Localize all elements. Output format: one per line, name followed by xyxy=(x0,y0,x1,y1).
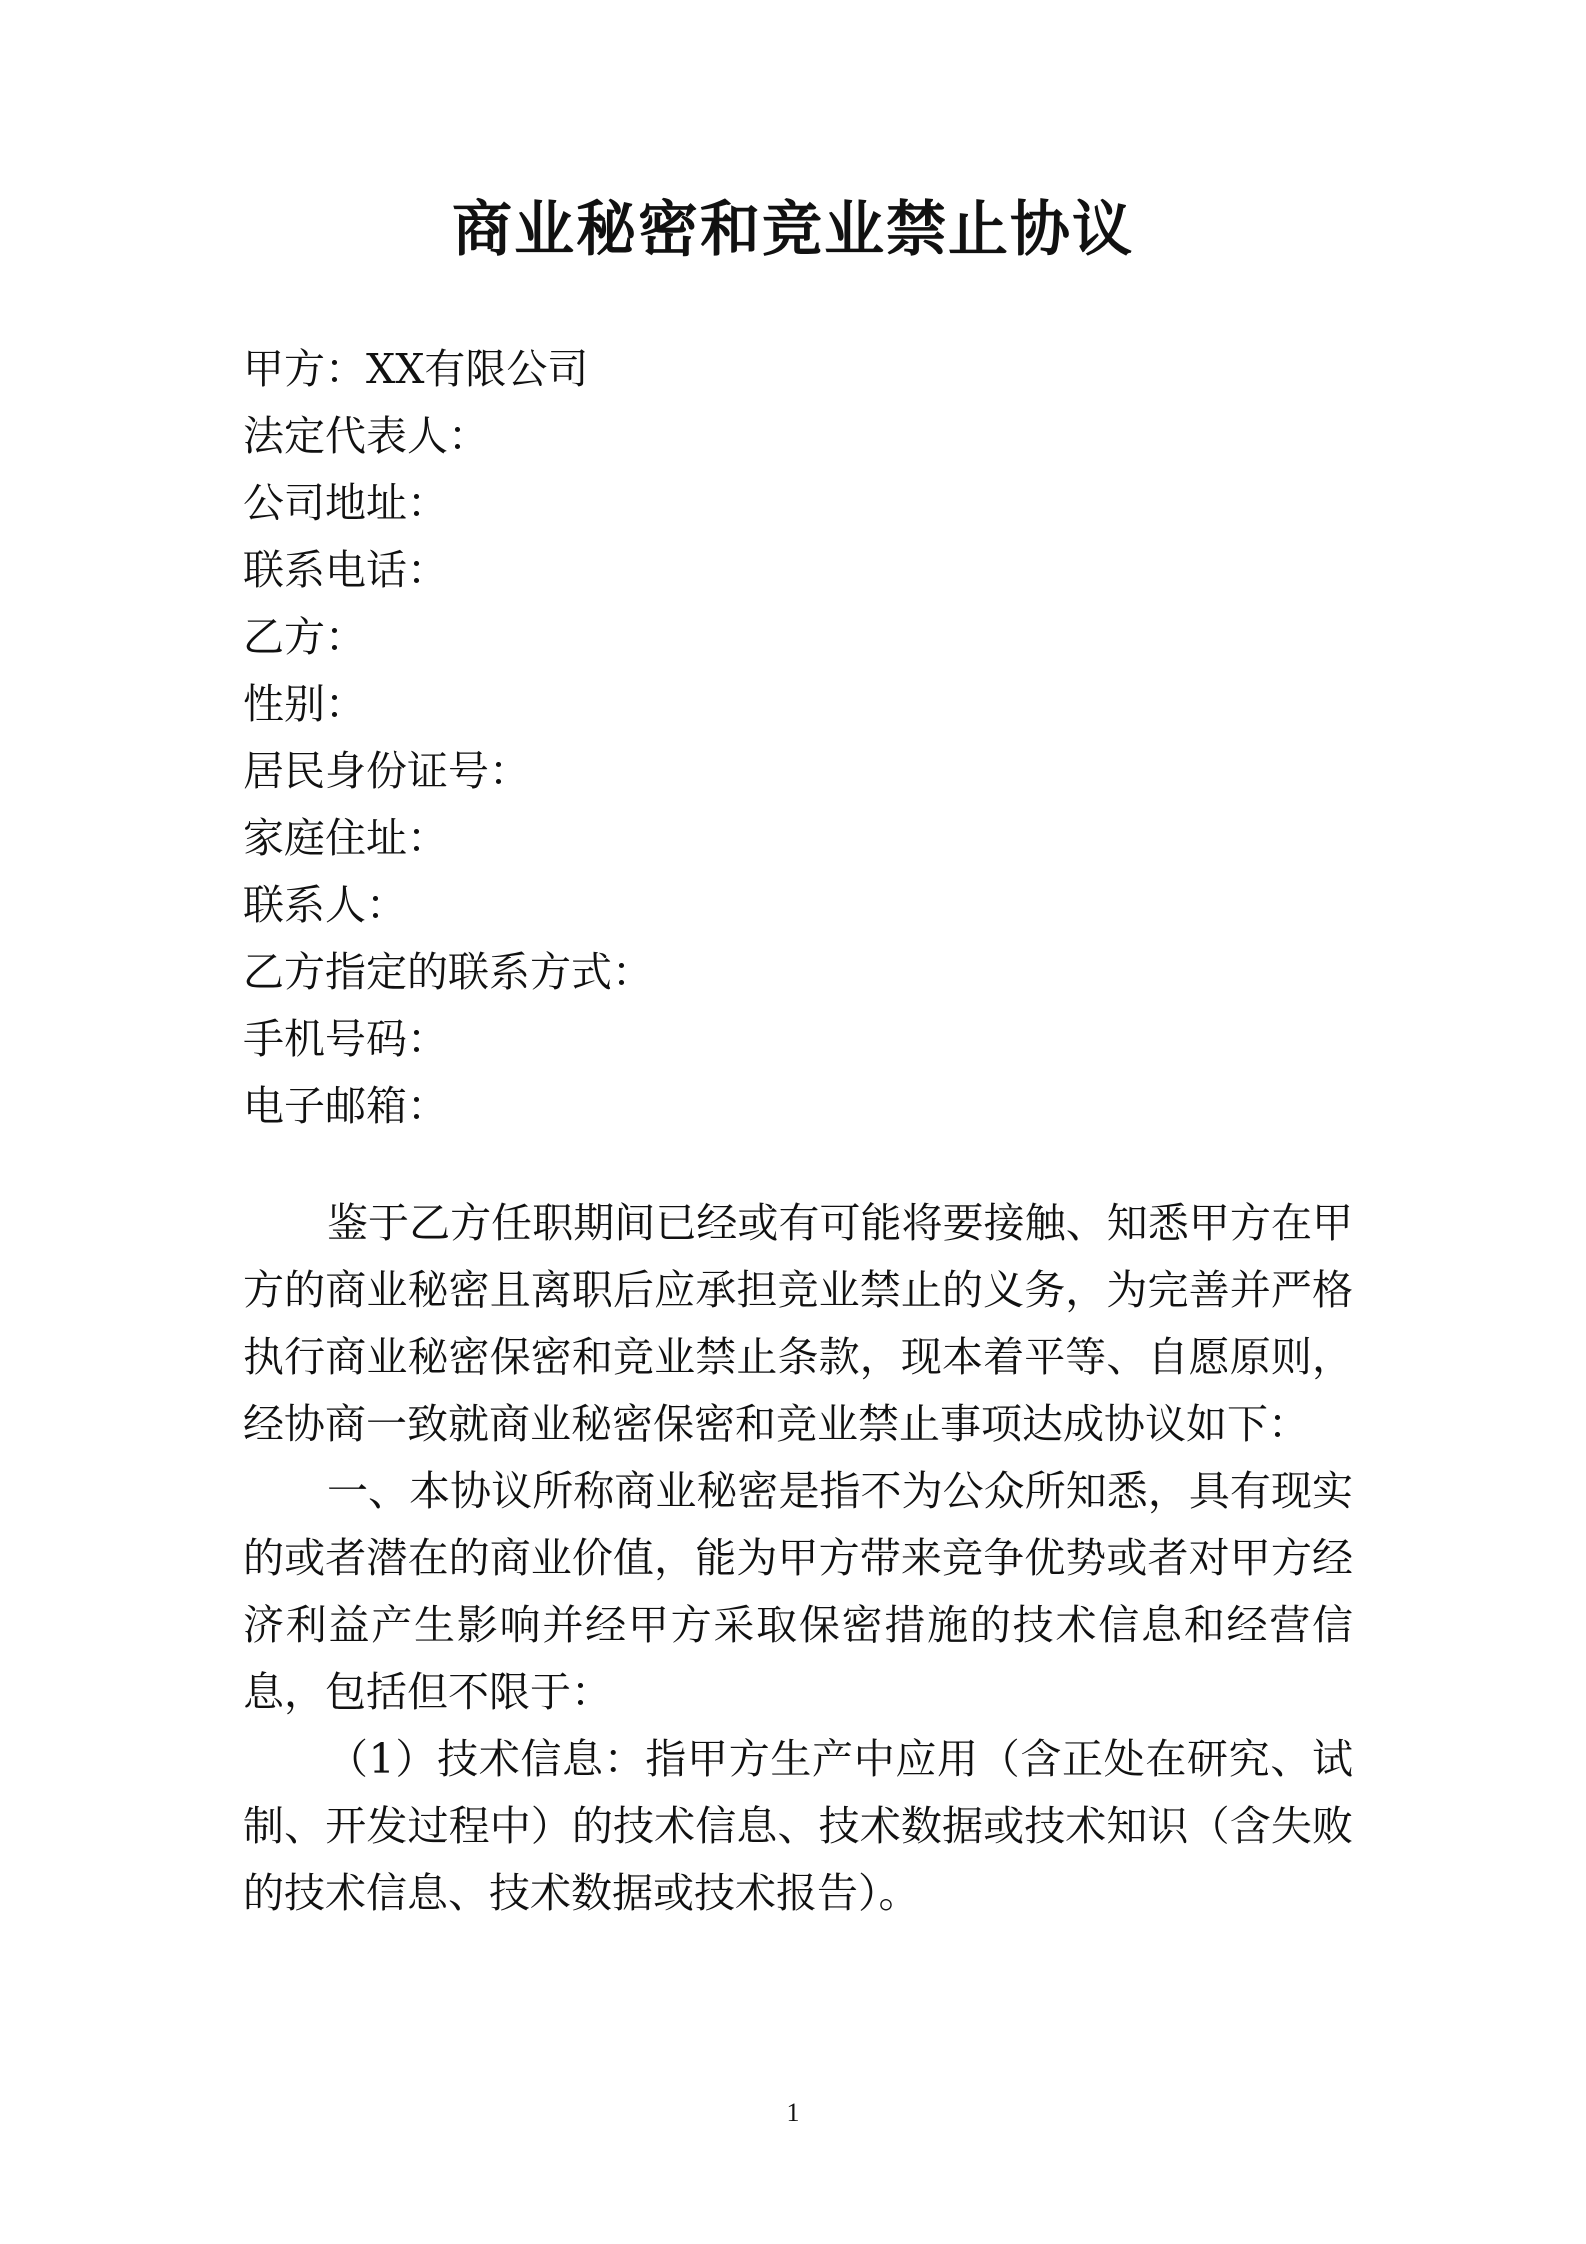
document-title: 商业秘密和竞业禁止协议 xyxy=(452,195,1134,265)
paragraph-preamble: 鉴于乙方任职期间已经或有可能将要接触、知悉甲方在甲方的商业秘密且离职后应承担竞业禁止的义务，为完善并严格执行商业秘密保密和竞业禁止条款，现本着平等、自愿原则，经协商一致就商业秘密保密和竞业禁止事项达成协议如下： xyxy=(243,1199,1353,1448)
field-email: 电子邮箱： xyxy=(243,1082,448,1130)
field-mobile-number: 手机号码： xyxy=(243,1015,448,1063)
page-number: 1 xyxy=(786,2098,800,2127)
field-company-address: 公司地址： xyxy=(243,479,448,527)
field-party-b: 乙方： xyxy=(243,613,366,661)
field-contact-phone: 联系电话： xyxy=(243,546,448,594)
field-home-address: 家庭住址： xyxy=(243,814,448,862)
party-info-block xyxy=(243,336,1343,1140)
field-contact-person: 联系人： xyxy=(243,881,407,929)
field-gender: 性别： xyxy=(243,680,366,728)
field-party-a: 甲方：XX有限公司 xyxy=(243,345,589,393)
paragraph-clause-1: 一、本协议所称商业秘密是指不为公众所知悉，具有现实的或者潜在的商业价值，能为甲方带来竞争优势或者对甲方经济利益产生影响并经甲方采取保密措施的技术信息和经营信息，包括但不限于： xyxy=(243,1467,1353,1716)
agreement-body xyxy=(243,1190,1353,1927)
field-legal-representative: 法定代表人： xyxy=(243,412,489,460)
field-id-number: 居民身份证号： xyxy=(243,747,530,795)
paragraph-technical-info: （1）技术信息：指甲方生产中应用（含正处在研究、试制、开发过程中）的技术信息、技术数据或技术知识（含失败的技术信息、技术数据或技术报告）。 xyxy=(243,1735,1353,1917)
field-party-b-contact-method: 乙方指定的联系方式： xyxy=(243,948,653,996)
